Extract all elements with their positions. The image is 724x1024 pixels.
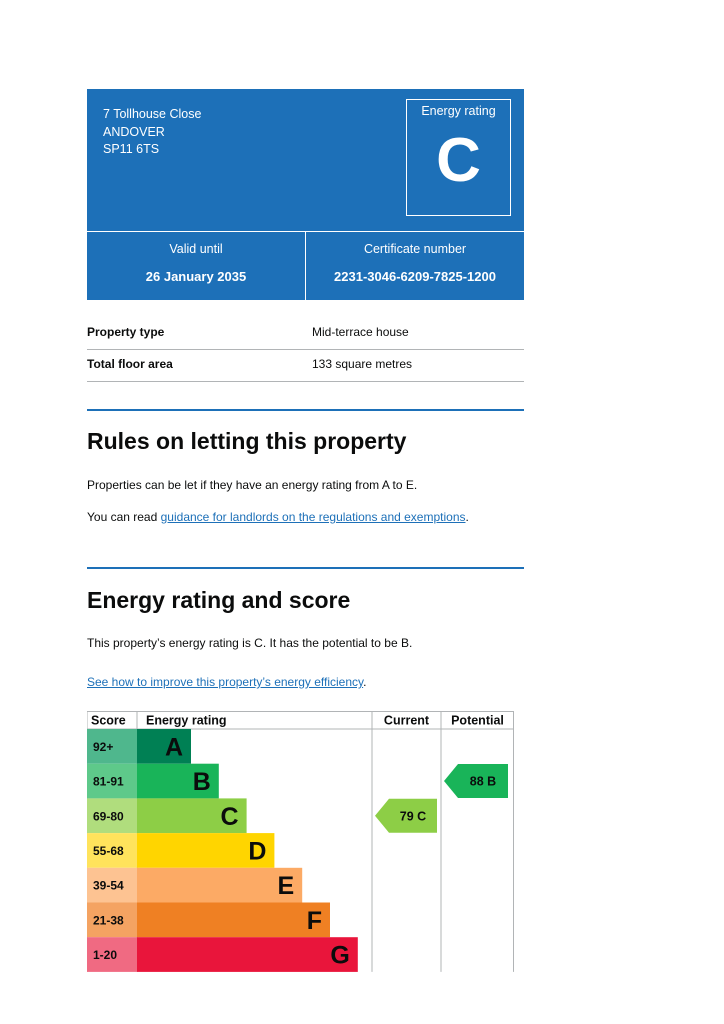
property-summary-list — [87, 318, 524, 382]
band-score-label: 92+ — [93, 739, 114, 754]
band-letter: A — [164, 733, 183, 762]
potential-rating-label: 88 B — [469, 774, 497, 789]
band-letter: B — [192, 768, 211, 797]
summary-row-property-type — [87, 318, 524, 350]
chart-column-header: Current — [383, 713, 430, 728]
certificate-number-cell — [306, 231, 524, 300]
energy-rating-box — [406, 99, 511, 216]
guidance-prefix: You can read — [87, 510, 161, 524]
energy-rating-chart — [87, 711, 514, 973]
summary-value: 133 square metres — [312, 357, 413, 371]
letting-rules-text: Properties can be let if they have an energy rating from A to E. — [87, 478, 418, 492]
band-letter: C — [220, 802, 239, 831]
chart-column-header: Score — [91, 713, 126, 728]
certificate-header — [87, 89, 524, 300]
band-score-label: 81-91 — [93, 774, 124, 789]
address-line-2: ANDOVER — [103, 124, 165, 139]
band-letter: F — [306, 906, 322, 935]
valid-until-label: Valid until — [169, 242, 223, 256]
address-line-1: 7 Tollhouse Close — [103, 107, 202, 121]
improve-efficiency-text — [87, 675, 366, 689]
energy-rating-heading: Energy rating and score — [87, 587, 351, 613]
certificate-number-value: 2231-3046-6209-7825-1200 — [334, 269, 496, 284]
address-line-3: SP11 6TS — [103, 142, 160, 156]
band-letter: D — [248, 837, 267, 866]
chart-column-header: Energy rating — [146, 713, 227, 728]
band-letter: E — [277, 872, 295, 901]
summary-key: Property type — [87, 325, 165, 339]
valid-until-value: 26 January 2035 — [145, 269, 247, 284]
summary-row-floor-area — [87, 350, 524, 382]
band-bar — [137, 903, 330, 938]
summary-value: Mid-terrace house — [312, 325, 409, 339]
current-rating-label: 79 C — [399, 809, 427, 824]
landlord-guidance-link[interactable]: guidance for landlords on the regulations and exemptions — [160, 510, 466, 524]
band-score-label: 21-38 — [93, 913, 124, 928]
energy-rating-text: This property’s energy rating is C. It has the potential to be B. — [87, 636, 413, 650]
band-bar — [137, 937, 358, 972]
energy-rating-label: Energy rating — [421, 104, 496, 118]
guidance-suffix: . — [465, 510, 469, 524]
landlord-guidance-text — [87, 510, 469, 524]
valid-until-cell — [87, 231, 305, 300]
band-score-label: 39-54 — [93, 878, 124, 893]
improve-link-suffix: . — [363, 675, 367, 689]
improve-efficiency-link[interactable]: See how to improve this property’s energy efficiency — [87, 675, 364, 689]
section-divider — [87, 409, 524, 411]
band-letter: G — [330, 941, 350, 970]
chart-column-header: Potential — [451, 713, 504, 728]
energy-rating-letter: C — [436, 126, 481, 195]
band-score-label: 55-68 — [93, 843, 124, 858]
letting-rules-heading: Rules on letting this property — [87, 428, 407, 454]
band-score-label: 1-20 — [93, 948, 118, 963]
certificate-number-label: Certificate number — [363, 242, 467, 256]
property-address — [103, 106, 201, 159]
band-score-label: 69-80 — [93, 809, 124, 824]
summary-key: Total floor area — [87, 357, 173, 371]
section-divider — [87, 567, 524, 569]
